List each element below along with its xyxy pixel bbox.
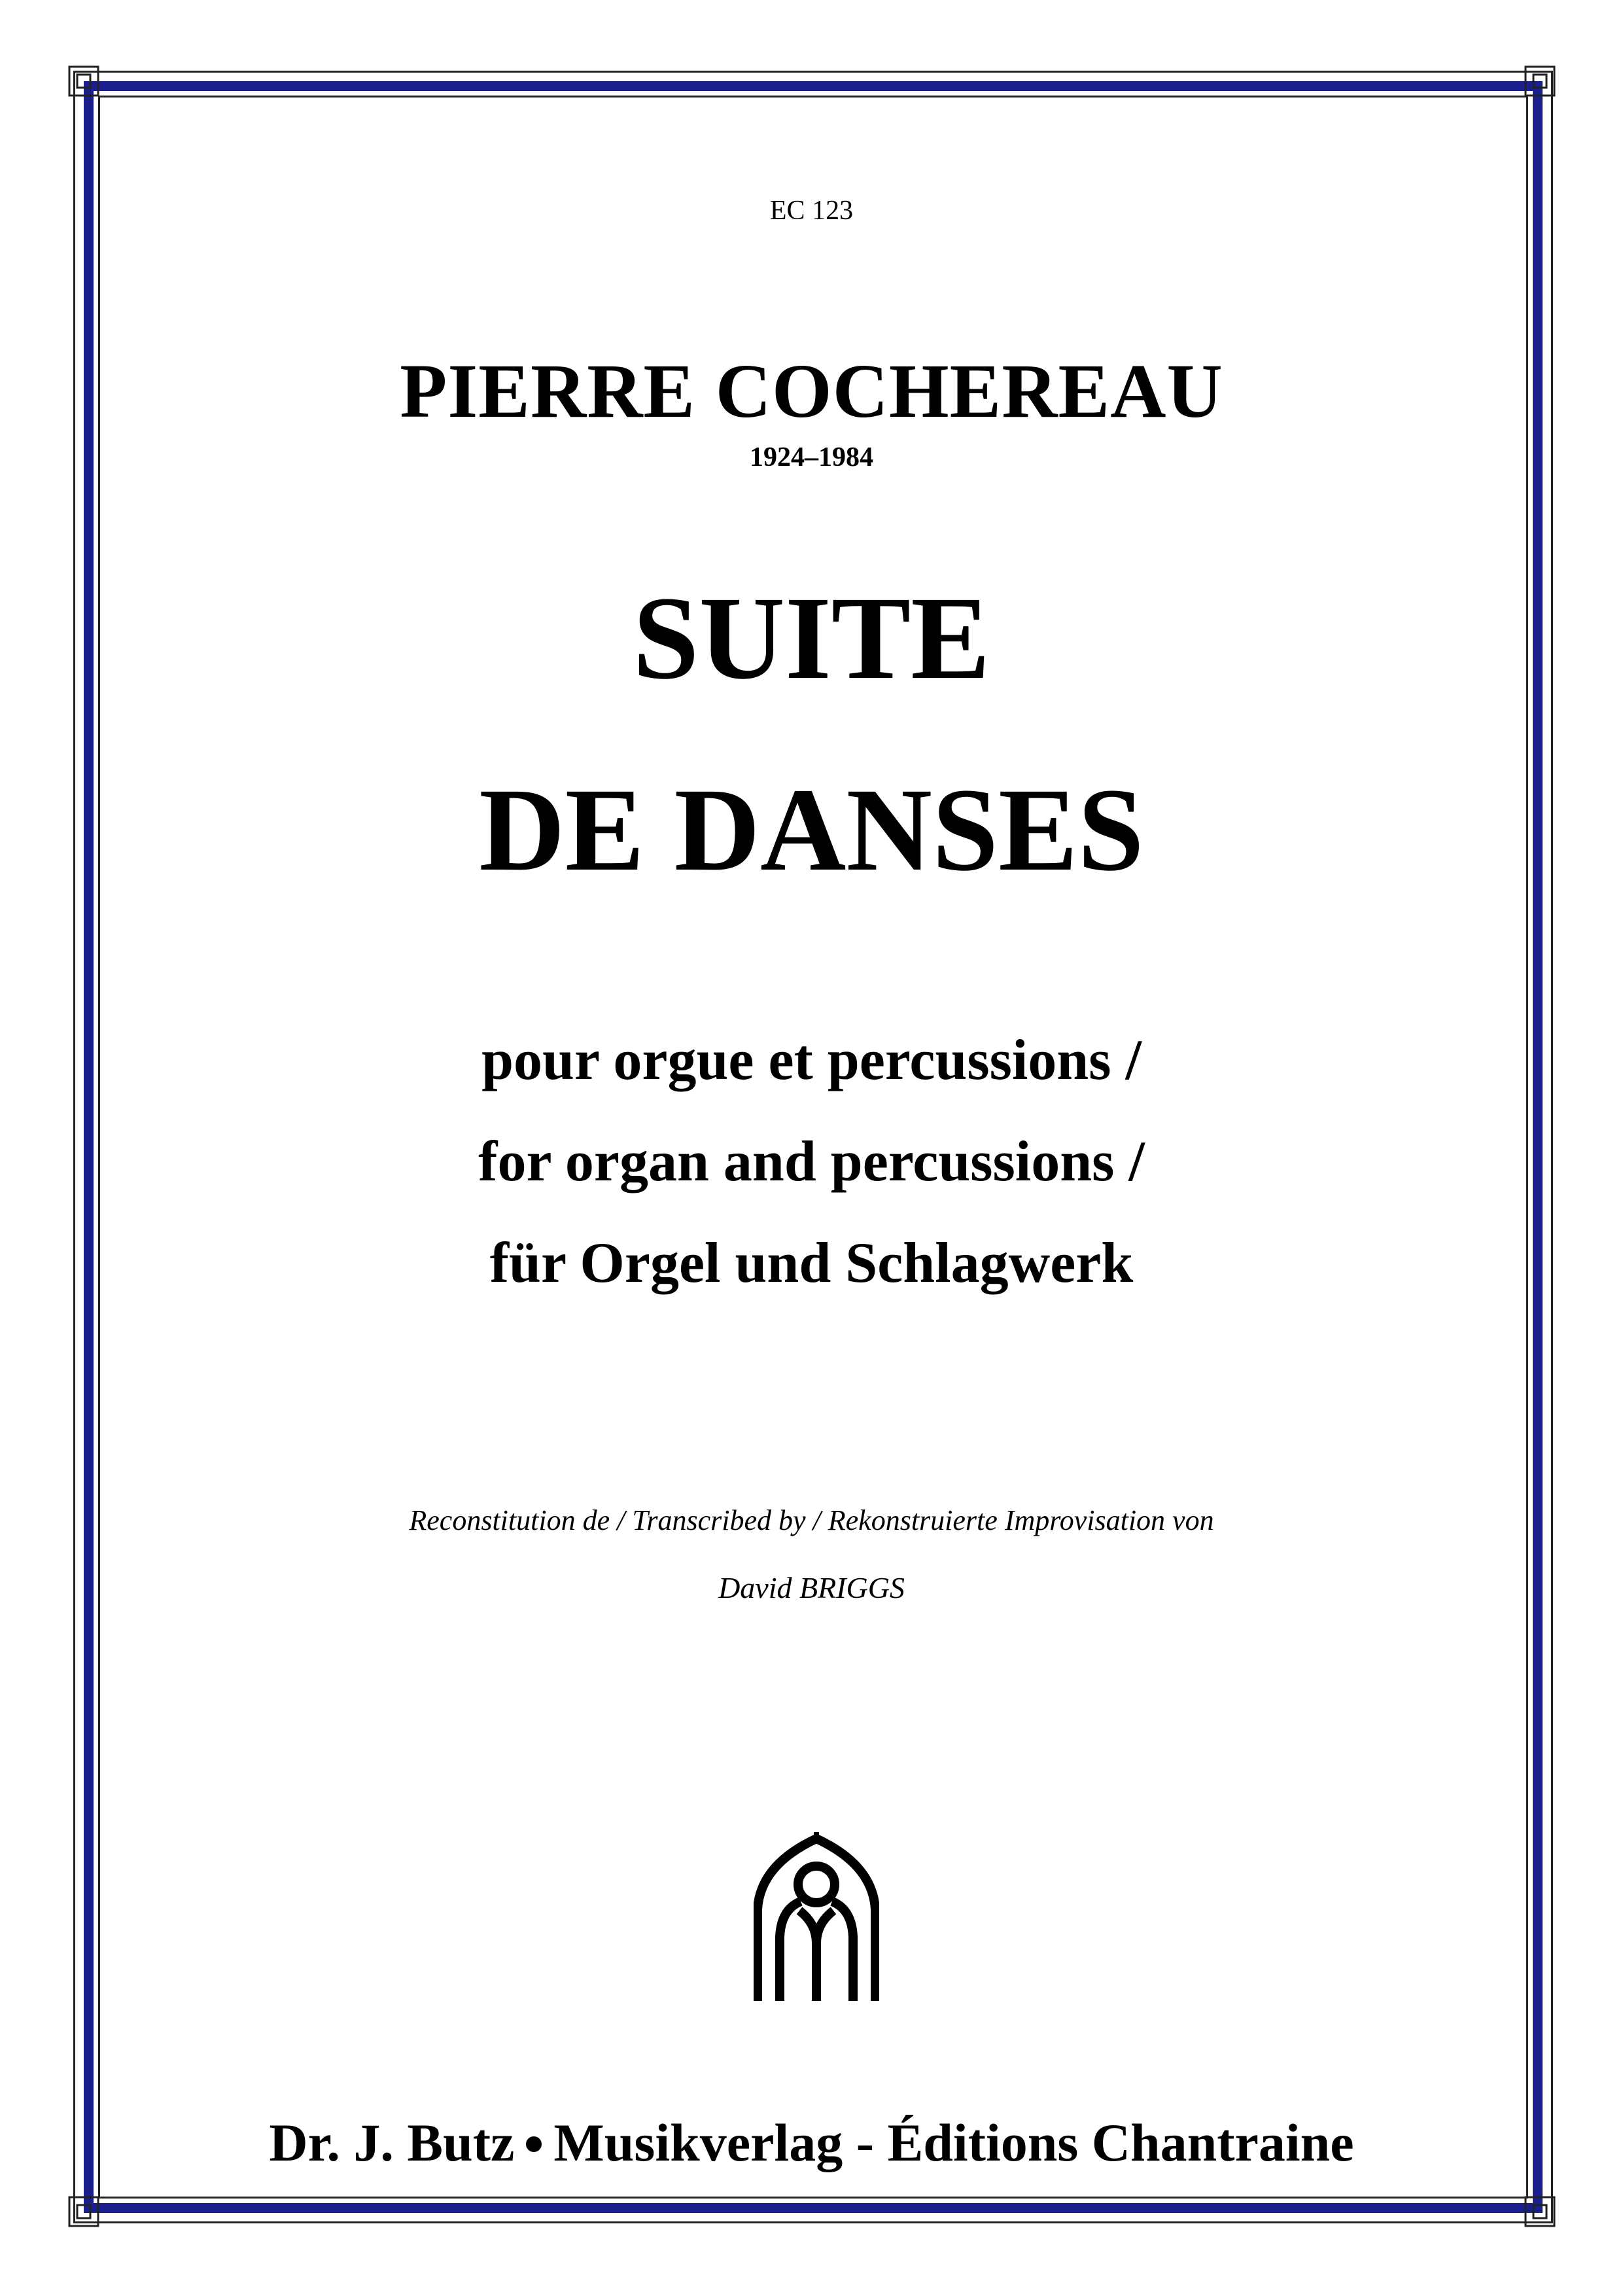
credit-label: Reconstitution de / Transcribed by / Rekonstruierte Improvisation von: [409, 1504, 1214, 1536]
frame-corner-ornament-icon: [68, 2196, 99, 2227]
edition-code: EC 123: [769, 196, 854, 226]
frame-corner-ornament-icon: [1524, 65, 1556, 97]
bullet-separator-icon: [526, 2136, 542, 2152]
frame-corner-ornament-icon: [1524, 2196, 1556, 2227]
publisher-name-part1: Dr. J. Butz: [269, 2113, 515, 2172]
composer-dates: 1924–1984: [750, 442, 873, 472]
publisher-name-part2: Musikverlag - Éditions Chantraine: [553, 2113, 1354, 2172]
title-line-2: DE DANSES: [479, 764, 1144, 896]
frame-corner-ornament-icon: [68, 65, 99, 97]
gothic-arch-logo-icon: [754, 1832, 879, 2001]
credit-name: David BRIGGS: [718, 1571, 905, 1604]
title-line-1: SUITE: [633, 573, 990, 704]
subtitle-french: pour orgue et percussions /: [481, 1029, 1142, 1092]
subtitle-german: für Orgel und Schlagwerk: [489, 1231, 1134, 1295]
subtitle-english: for organ and percussions /: [478, 1130, 1145, 1193]
composer-name: PIERRE COCHEREAU: [400, 348, 1223, 434]
publisher-line: [0, 2112, 1623, 2174]
